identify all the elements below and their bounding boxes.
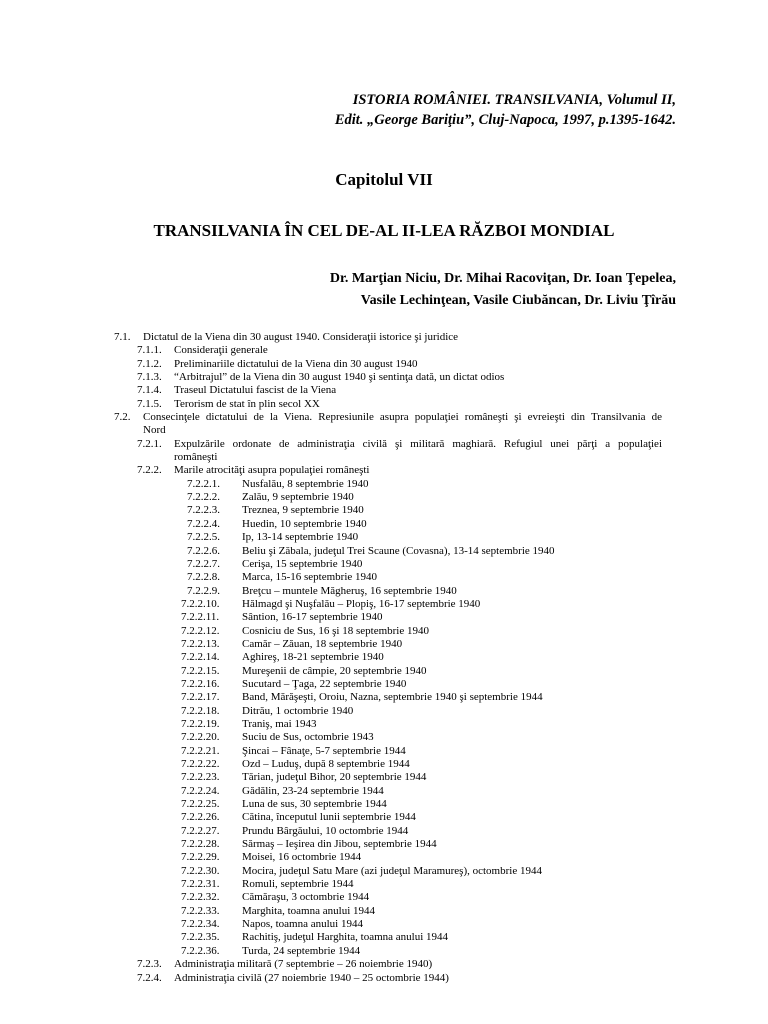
toc-entry-number: 7.2.1. xyxy=(137,437,162,450)
toc-entry-number: 7.2.2.17. xyxy=(181,691,220,704)
authors xyxy=(330,268,676,312)
toc-entry-title: Traniş, mai 1943 xyxy=(242,717,317,730)
toc-entry-number: 7.1.1. xyxy=(137,344,162,357)
chapter-title: TRANSILVANIA ÎN CEL DE-AL II-LEA RĂZBOI MONDIAL xyxy=(153,221,615,240)
toc-entry-title: Treznea, 9 septembrie 1940 xyxy=(242,504,364,517)
toc-entry-number: 7.2.2.32. xyxy=(181,891,220,904)
chapter-heading: Capitolul VII xyxy=(335,170,433,189)
toc-entry xyxy=(0,798,768,811)
toc-entry xyxy=(0,878,768,891)
toc-entry-number: 7.2.2.19. xyxy=(181,717,220,730)
authors-line-2: Vasile Lechinţean, Vasile Ciubăncan, Dr. Liviu Ţîrău xyxy=(360,293,676,308)
toc-entry-number: 7.2.2.8. xyxy=(187,571,220,584)
toc-entry-title: Administraţia militară (7 septembrie – 26 noiembrie 1940) xyxy=(174,958,433,971)
toc-entry-number: 7.2.2.11. xyxy=(181,611,220,624)
toc-entry-title: Breţcu – muntele Măgheruş, 16 septembrie 1940 xyxy=(242,584,457,597)
toc-entry-title: Band, Mărăşeşti, Oroiu, Nazna, septembrie 1940 şi septembrie 1944 xyxy=(242,691,543,704)
toc-entry xyxy=(0,558,768,571)
toc-entry-number: 7.2.2.31. xyxy=(181,878,220,891)
toc-entry-number: 7.2.2.29. xyxy=(181,851,220,864)
toc-entry-title: Marghita, toamna anului 1944 xyxy=(242,904,375,917)
toc-entry-number: 7.2.2.6. xyxy=(187,544,220,557)
toc-entry-number: 7.2.2.5. xyxy=(187,531,220,544)
toc-entry-title: Nusfalău, 8 septembrie 1940 xyxy=(242,477,369,490)
toc-entry-number: 7.2.2.28. xyxy=(181,838,220,851)
toc-entry xyxy=(0,771,768,784)
toc-entry-number: 7.2.2.35. xyxy=(181,931,220,944)
toc-entry-number: 7.2.2.4. xyxy=(187,517,220,530)
toc-entry-title: Ip, 13-14 septembrie 1940 xyxy=(242,531,359,544)
toc-entry xyxy=(0,384,768,397)
toc-entry-number: 7.2.2.33. xyxy=(181,904,220,917)
toc-entry-title: Expulzările ordonate de administraţia civilă şi militară maghiară. Refugiul unei părţi a populaţiei xyxy=(174,437,662,450)
toc-entry xyxy=(0,891,768,904)
toc-entry-number: 7.1.2. xyxy=(137,357,162,370)
toc-entry-title: Rachitiş, judeţul Harghita, toamna anului 1944 xyxy=(242,931,449,944)
toc-entry xyxy=(0,691,768,704)
toc-entry-number: 7.2.2.30. xyxy=(181,864,220,877)
toc-entry xyxy=(0,585,768,598)
toc-entry-title: Suciu de Sus, octombrie 1943 xyxy=(242,731,374,744)
toc-entry-number: 7.2.2.3. xyxy=(187,504,220,517)
toc-entry xyxy=(0,705,768,718)
toc-entry-number: 7.2.2.27. xyxy=(181,824,220,837)
toc-entry-number: 7.2.2.23. xyxy=(181,771,220,784)
toc-entry-title: Sântion, 16-17 septembrie 1940 xyxy=(242,611,383,624)
toc-entry xyxy=(0,931,768,944)
toc-entry-title: Camăr – Zăuan, 18 septembrie 1940 xyxy=(242,637,403,650)
toc-entry-title: Moisei, 16 octombrie 1944 xyxy=(242,851,362,864)
toc-entry-number: 7.2.2.2. xyxy=(187,491,220,504)
toc-entry-number: 7.2.2.9. xyxy=(187,584,220,597)
toc-entry xyxy=(0,438,768,451)
toc-entry-number: 7.2.2.10. xyxy=(181,597,220,610)
toc-entry-number: 7.2.2.15. xyxy=(181,664,220,677)
toc-entry-number: 7.2.2.12. xyxy=(181,624,220,637)
toc-entry-title: Consecinţele dictatului de la Viena. Represiunile asupra populaţiei româneşti şi evreieşti din Transilvania de xyxy=(143,411,662,424)
toc-entry xyxy=(0,344,768,357)
toc-entry-title: Sucutard – Ţaga, 22 septembrie 1940 xyxy=(242,677,407,690)
toc-entry-title: Aghireş, 18-21 septembrie 1940 xyxy=(242,651,384,664)
toc-entry-title: Zalău, 9 septembrie 1940 xyxy=(242,491,354,504)
toc-entry-title: Turda, 24 septembrie 1944 xyxy=(242,944,361,957)
toc-entry xyxy=(0,598,768,611)
toc-entry xyxy=(0,758,768,771)
toc-entry-title: Gădălin, 23-24 septembrie 1944 xyxy=(242,784,384,797)
toc-entry xyxy=(0,905,768,918)
toc-entry-number: 7.2.2.34. xyxy=(181,918,220,931)
toc-entry-title: Dictatul de la Viena din 30 august 1940. Consideraţii istorice şi juridice xyxy=(143,331,459,343)
toc-entry xyxy=(0,371,768,384)
toc-entry-title-continued: româneşti xyxy=(174,451,218,464)
toc-entry-title: Administraţia civilă (27 noiembrie 1940 – 25 octombrie 1944) xyxy=(174,971,449,984)
toc-entry xyxy=(0,638,768,651)
toc-entry-title: Cerişa, 15 septembrie 1940 xyxy=(242,557,363,570)
toc-entry-title: Romuli, septembrie 1944 xyxy=(242,878,354,891)
toc-entry-continuation xyxy=(0,424,768,437)
toc-entry-number: 7.1.3. xyxy=(137,371,162,384)
toc-entry-title: Ditrău, 1 octombrie 1940 xyxy=(242,704,354,717)
toc-entry xyxy=(0,358,768,371)
toc-entry xyxy=(0,411,768,424)
toc-entry-title: Mureşenii de câmpie, 20 septembrie 1940 xyxy=(242,664,427,677)
toc-entry-title: Preliminariile dictatului de la Viena din 30 august 1940 xyxy=(174,357,418,370)
toc-entry-title: Cămăraşu, 3 octombrie 1944 xyxy=(242,891,370,904)
toc-entry-title: Şincai – Fânaţe, 5-7 septembrie 1944 xyxy=(242,744,406,757)
toc-entry xyxy=(0,611,768,624)
toc-entry xyxy=(0,811,768,824)
toc-entry-title: Beliu şi Zăbala, judeţul Trei Scaune (Covasna), 13-14 septembrie 1940 xyxy=(242,544,555,557)
toc-entry-title: Traseul Dictatului fascist de la Viena xyxy=(174,384,337,397)
toc-entry xyxy=(0,731,768,744)
toc-entry xyxy=(0,545,768,558)
toc-entry-number: 7.2.4. xyxy=(137,971,162,984)
toc-entry-title: Cosniciu de Sus, 16 şi 18 septembrie 1940 xyxy=(242,624,429,637)
toc-entry xyxy=(0,865,768,878)
toc-entry-number: 7.2.2.13. xyxy=(181,637,220,650)
toc-entry-title: Marca, 15-16 septembrie 1940 xyxy=(242,571,378,584)
toc-entry-number: 7.2.2.18. xyxy=(181,704,220,717)
toc-entry-title: Cătina, începutul lunii septembrie 1944 xyxy=(242,811,416,824)
toc-entry xyxy=(0,851,768,864)
toc-entry xyxy=(0,838,768,851)
toc-entry-title: Napos, toamna anului 1944 xyxy=(242,918,363,931)
source-line-2: Edit. „George Bariţiu”, Cluj-Napoca, 1997, p.1395-1642. xyxy=(334,112,676,128)
toc-entry-number: 7.2.2.25. xyxy=(181,798,220,811)
toc-entry-number: 7.1.4. xyxy=(137,384,162,397)
toc-entry-number: 7.1.5. xyxy=(137,397,162,410)
toc-entry xyxy=(0,331,768,344)
toc-entry xyxy=(0,518,768,531)
toc-entry-number: 7.2.2.1. xyxy=(187,477,220,490)
toc-entry xyxy=(0,665,768,678)
toc-entry xyxy=(0,464,768,477)
toc-entry-number: 7.2.3. xyxy=(137,958,162,971)
source-citation xyxy=(335,90,676,130)
table-of-contents xyxy=(0,331,768,985)
toc-entry-title: “Arbitrajul” de la Viena din 30 august 1940 şi sentinţa dată, un dictat odios xyxy=(174,371,505,384)
toc-entry xyxy=(0,651,768,664)
toc-entry-title: Mocira, judeţul Satu Mare (azi judeţul Maramureş), octombrie 1944 xyxy=(242,864,542,877)
toc-entry-title: Tărian, judeţul Bihor, 20 septembrie 1944 xyxy=(242,771,427,784)
toc-entry-title: Terorism de stat în plin secol XX xyxy=(174,397,320,410)
toc-entry-title: Sărmaş – Ieşirea din Jibou, septembrie 1944 xyxy=(242,838,437,851)
toc-entry-number: 7.2.2.36. xyxy=(181,944,220,957)
toc-entry-title: Huedin, 10 septembrie 1940 xyxy=(242,517,367,530)
toc-entry xyxy=(0,718,768,731)
toc-entry xyxy=(0,678,768,691)
toc-entry xyxy=(0,398,768,411)
toc-entry-title: Ozd – Luduş, după 8 septembrie 1944 xyxy=(242,758,410,770)
toc-entry-number: 7.2.2.16. xyxy=(181,677,220,690)
toc-entry-number: 7.2.2.20. xyxy=(181,731,220,744)
atrocities-list xyxy=(0,478,768,958)
toc-entry xyxy=(0,745,768,758)
toc-entry-number: 7.2.2.22. xyxy=(181,758,220,770)
toc-entry-number: 7.2.2.24. xyxy=(181,784,220,797)
toc-entry-number: 7.2.2.7. xyxy=(187,557,220,570)
toc-entry-title-continued: Nord xyxy=(143,424,166,437)
toc-entry-title: Prundu Bârgăului, 10 octombrie 1944 xyxy=(242,824,409,837)
toc-entry-continuation xyxy=(0,451,768,464)
toc-entry-title: Hălmagd şi Nuşfalău – Plopiş, 16-17 septembrie 1940 xyxy=(242,597,481,610)
toc-entry xyxy=(0,825,768,838)
toc-entry xyxy=(0,478,768,491)
source-line-1: ISTORIA ROMÂNIEI. TRANSILVANIA, Volumul II, xyxy=(352,92,676,108)
toc-entry xyxy=(0,918,768,931)
toc-entry-number: 7.2.2.26. xyxy=(181,811,220,824)
toc-entry-title: Luna de sus, 30 septembrie 1944 xyxy=(242,798,387,811)
toc-entry xyxy=(0,972,768,985)
toc-entry xyxy=(0,504,768,517)
toc-entry xyxy=(0,945,768,958)
toc-entry xyxy=(0,491,768,504)
toc-entry-number: 7.1. xyxy=(114,331,131,343)
toc-entry-number: 7.2.2.14. xyxy=(181,651,220,664)
toc-entry-title: Marile atrocităţi asupra populaţiei româneşti xyxy=(174,464,370,477)
toc-entry-number: 7.2.2. xyxy=(137,464,162,477)
toc-entry xyxy=(0,571,768,584)
toc-entry-title: Consideraţii generale xyxy=(174,344,268,357)
toc-entry-number: 7.2.2.21. xyxy=(181,744,220,757)
toc-entry xyxy=(0,531,768,544)
authors-line-1: Dr. Marţian Niciu, Dr. Mihai Racoviţan, Dr. Ioan Ţepelea, xyxy=(329,271,676,286)
toc-entry xyxy=(0,785,768,798)
toc-entry-number: 7.2. xyxy=(114,411,131,424)
toc-entry xyxy=(0,958,768,971)
toc-entry xyxy=(0,625,768,638)
